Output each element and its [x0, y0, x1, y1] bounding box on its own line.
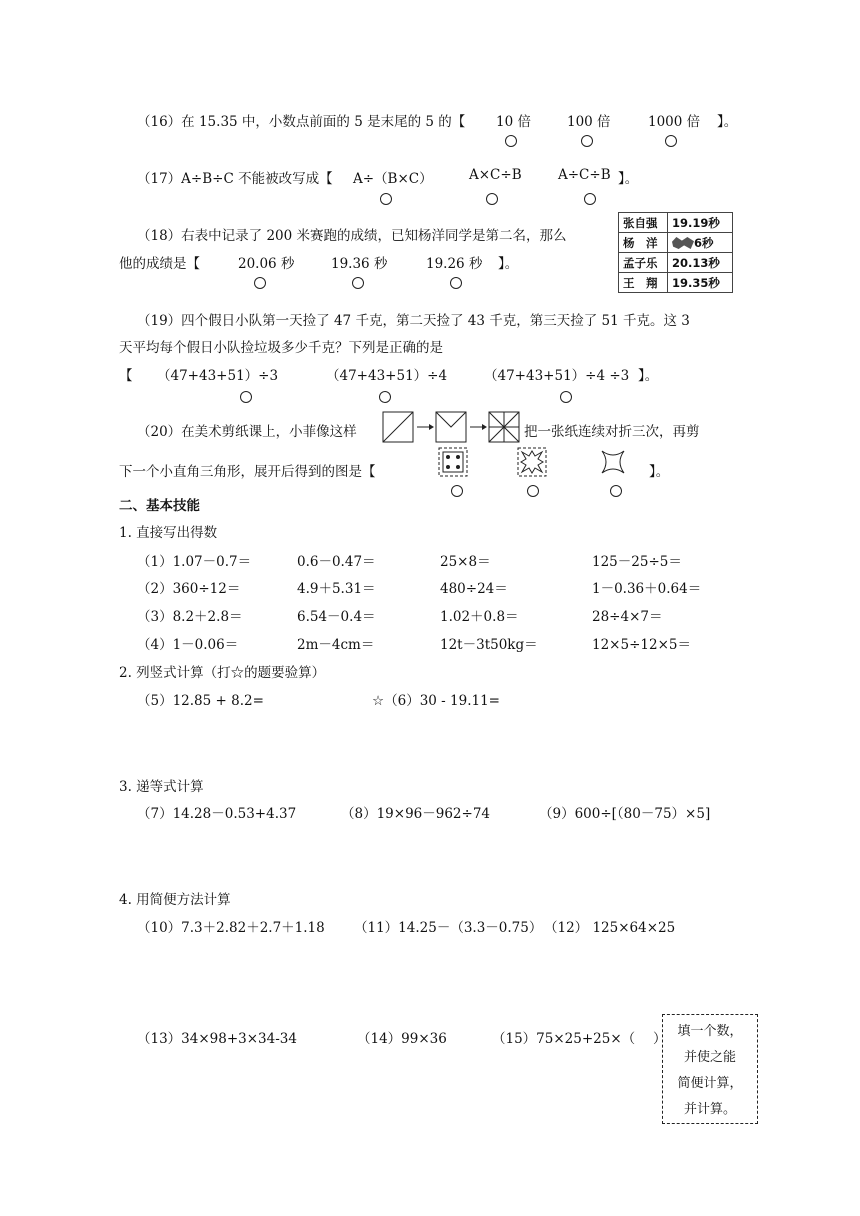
mental-math-item: 25×8＝ [440, 554, 491, 570]
score-table [618, 212, 733, 293]
q17-option-a: A÷（B×C） [353, 171, 433, 187]
q18-option-c: 19.26 秒 [426, 256, 483, 272]
instruction-note-box [662, 1014, 758, 1124]
mental-math-item: 1－0.36＋0.64＝ [592, 581, 702, 597]
vertical-calc-item: ☆（6）30 - 19.11= [372, 693, 500, 709]
q19-radio-c[interactable] [560, 391, 572, 403]
vertical-calc-item: （5）12.85 + 8.2= [137, 693, 264, 709]
q19-radio-b[interactable] [379, 391, 391, 403]
mental-math-item: 12×5÷12×5＝ [592, 637, 691, 653]
q18-radio-b[interactable] [352, 277, 364, 289]
ink-smudge-icon [672, 237, 694, 249]
q18-radio-a[interactable] [254, 277, 266, 289]
runner-time: 20.13秒 [668, 253, 733, 273]
q18-radio-c[interactable] [450, 277, 462, 289]
mental-math-item: （1）1.07－0.7＝ [137, 554, 252, 570]
q16-option-a: 10 倍 [496, 114, 531, 130]
simplify-calc-item: （13）34×98+3×34-34 [137, 1031, 297, 1047]
q20-line2: 下一个小直角三角形，展开后得到的图是【 [119, 464, 376, 480]
runner-time: 19.35秒 [668, 273, 733, 293]
simplify-calc-item: （10）7.3＋2.82＋2.7＋1.18 [137, 920, 325, 936]
q18-line1: （18）右表中记录了 200 米赛跑的成绩，已知杨洋同学是第二名，那么 [137, 228, 567, 244]
q20-end: 】。 [649, 464, 670, 480]
note-line: 并使之能 [683, 1050, 736, 1065]
stepwise-calc-item: （9）600÷[（80－75）×5] [539, 806, 711, 822]
q17-end: 】。 [618, 171, 639, 187]
q16-option-c: 1000 倍 [648, 114, 701, 130]
part1-title: 1. 直接写出得数 [119, 525, 218, 541]
q18-option-b: 19.36 秒 [331, 256, 388, 272]
mental-math-item: （4）1－0.06＝ [137, 637, 239, 653]
q16-option-b: 100 倍 [567, 114, 611, 130]
part4-title: 4. 用简便方法计算 [119, 892, 231, 908]
simplify-calc-item: （12） 125×64×25 [544, 920, 676, 936]
q19-option-b: （47+43+51）÷4 [326, 368, 448, 384]
q20-line1b: 把一张纸连续对折三次，再剪 [524, 424, 700, 440]
q16-radio-b[interactable] [581, 135, 593, 147]
table-row [619, 273, 733, 293]
q20-option-a-figure [438, 447, 468, 477]
note-line: 简便计算， [677, 1076, 743, 1091]
section-title: 二、基本技能 [119, 498, 200, 514]
note-line: 填一个数， [677, 1024, 743, 1039]
runner-name: 杨 洋 [619, 233, 668, 253]
runner-name: 王 翔 [619, 273, 668, 293]
mental-math-item: 480÷24＝ [440, 581, 508, 597]
mental-math-item: 4.9＋5.31＝ [297, 581, 376, 597]
part2-title: 2. 列竖式计算（打☆的题要验算） [119, 665, 326, 681]
q20-radio-b[interactable] [527, 485, 539, 497]
table-row [619, 253, 733, 273]
q19-open: 【 [119, 368, 133, 384]
q17-option-c: A÷C÷B [558, 167, 611, 183]
q20-radio-c[interactable] [610, 485, 622, 497]
part3-title: 3. 递等式计算 [119, 779, 204, 795]
stepwise-calc-item: （7）14.28－0.53+4.37 [137, 806, 297, 822]
runner-time: 19.19秒 [668, 213, 733, 233]
q17-option-b: A×C÷B [469, 167, 522, 183]
q18-option-a: 20.06 秒 [238, 256, 295, 272]
q20-option-b-figure [517, 447, 547, 477]
mental-math-item: 2m－4cm＝ [297, 637, 375, 653]
q19-end: 】。 [638, 368, 659, 384]
q16-radio-a[interactable] [505, 135, 517, 147]
q16-stem: （16）在 15.35 中，小数点前面的 5 是末尾的 5 的【 [137, 114, 466, 130]
simplify-calc-item: （11）14.25－（3.3－0.75） [354, 920, 543, 936]
q19-line1: （19）四个假日小队第一天捡了 47 千克，第二天捡了 43 千克，第三天捡了 51 千克。这 3 [137, 313, 690, 329]
q17-radio-c[interactable] [584, 193, 596, 205]
mental-math-item: （2）360÷12＝ [137, 581, 241, 597]
q19-option-a: （47+43+51）÷3 [157, 368, 279, 384]
mental-math-item: 28÷4×7＝ [592, 609, 663, 625]
runner-name: 张自强 [619, 213, 668, 233]
mental-math-item: 0.6－0.47＝ [297, 554, 376, 570]
q18-line2: 他的成绩是【 [119, 256, 200, 272]
table-row [619, 233, 733, 253]
table-row [619, 213, 733, 233]
runner-time-obscured [668, 233, 733, 253]
q17-radio-a[interactable] [380, 193, 392, 205]
simplify-calc-item: （14）99×36 [357, 1031, 447, 1047]
q20-radio-a[interactable] [451, 485, 463, 497]
q20-option-c-figure [598, 447, 628, 477]
mental-math-item: 6.54－0.4＝ [297, 609, 376, 625]
q17-radio-b[interactable] [486, 193, 498, 205]
q19-line2: 天平均每个假日小队捡垃圾多少千克？下列是正确的是 [119, 340, 443, 356]
stepwise-calc-item: （8）19×96－962÷74 [341, 806, 491, 822]
q17-stem: （17）A÷B÷C 不能被改写成【 [137, 171, 333, 187]
runner-time-suffix: 6秒 [694, 235, 714, 250]
q20-line1a: （20）在美术剪纸课上，小菲像这样 [137, 424, 357, 440]
q16-radio-c[interactable] [665, 135, 677, 147]
mental-math-item: 125－25÷5＝ [592, 554, 682, 570]
folding-steps-figure [382, 410, 524, 444]
q19-radio-a[interactable] [240, 391, 252, 403]
note-line: 并计算。 [683, 1102, 736, 1117]
mental-math-item: 12t－3t50kg＝ [440, 637, 538, 653]
mental-math-item: （3）8.2＋2.8＝ [137, 609, 243, 625]
mental-math-item: 1.02＋0.8＝ [440, 609, 519, 625]
q18-end: 】。 [498, 256, 519, 272]
simplify-calc-item: （15）75×25+25×（ ） [492, 1031, 667, 1047]
q16-end: 】。 [717, 114, 738, 130]
runner-name: 孟子乐 [619, 253, 668, 273]
q19-option-c: （47+43+51）÷4 ÷3 [484, 368, 630, 384]
